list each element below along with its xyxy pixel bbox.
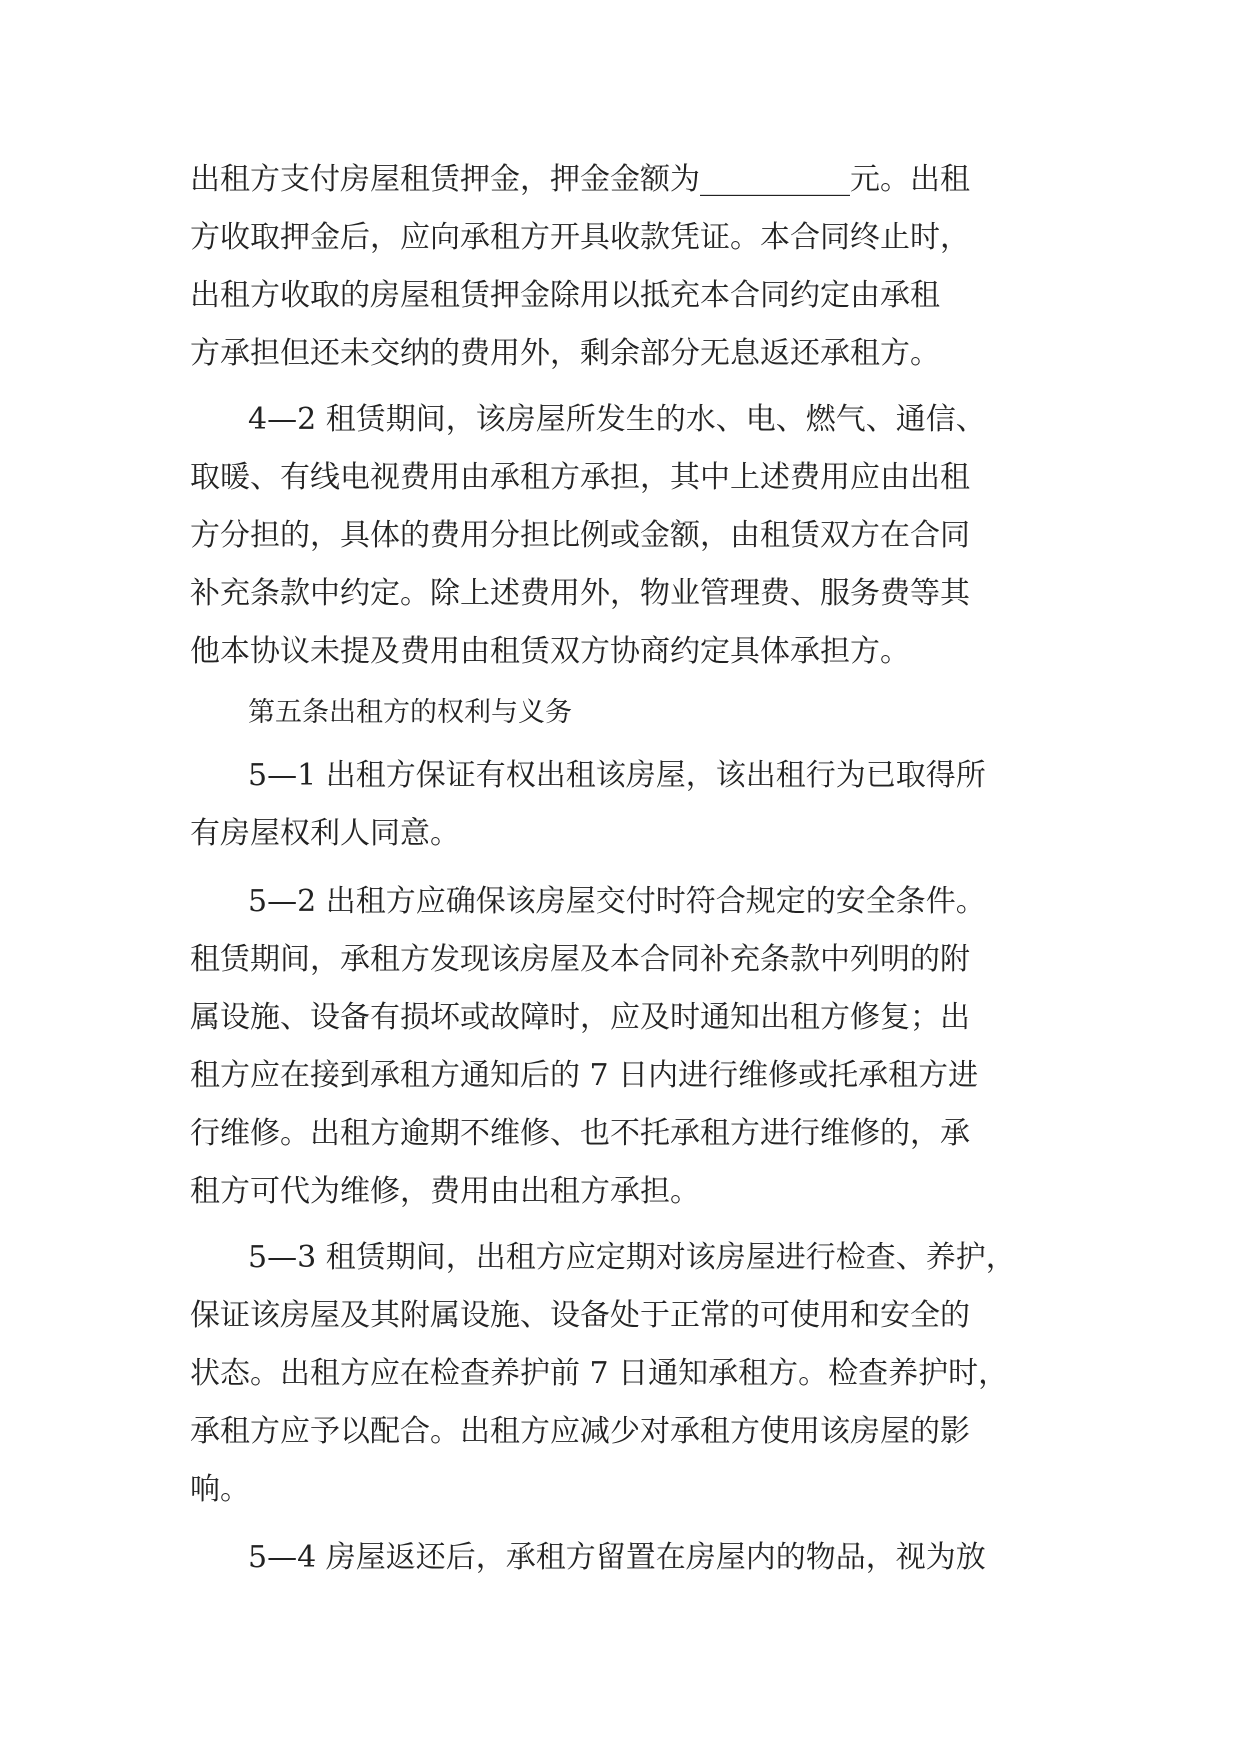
text-line: 方承担但还未交纳的费用外，剩余部分无息返还承租方。 [190,336,940,371]
text-line: 属设施、设备有损坏或故障时，应及时通知出租方修复；出 [190,1000,970,1035]
text-line: 状态。出租方应在检查养护前 7 日通知承租方。检查养护时， [190,1356,1009,1391]
text-line: 出租方收取的房屋租赁押金除用以抵充本合同约定由承租 [190,278,940,313]
text-line: 承租方应予以配合。出租方应减少对承租方使用该房屋的影 [190,1414,970,1449]
text-line: 出租方支付房屋租赁押金，押金金额为__________元。出租 [190,162,970,197]
text-line: 方分担的，具体的费用分担比例或金额，由租赁双方在合同 [190,518,970,553]
text-line: 他本协议未提及费用由租赁双方协商约定具体承担方。 [190,634,910,669]
paragraph-first-line: 5—3 租赁期间，出租方应定期对该房屋进行检查、养护， [248,1240,1016,1275]
paragraph-first-line: 5—2 出租方应确保该房屋交付时符合规定的安全条件。 [248,884,986,919]
text-line: 保证该房屋及其附属设施、设备处于正常的可使用和安全的 [190,1298,970,1333]
text-line: 响。 [190,1472,250,1507]
text-line: 有房屋权利人同意。 [190,816,460,851]
text-line: 租方应在接到承租方通知后的 7 日内进行维修或托承租方进 [190,1058,979,1093]
text-line: 租赁期间，承租方发现该房屋及本合同补充条款中列明的附 [190,942,970,977]
text-line: 行维修。出租方逾期不维修、也不托承租方进行维修的，承 [190,1116,970,1151]
text-line: 方收取押金后，应向承租方开具收款凭证。本合同终止时， [190,220,970,255]
paragraph-first-line: 4—2 租赁期间，该房屋所发生的水、电、燃气、通信、 [248,402,986,437]
section-heading: 第五条出租方的权利与义务 [248,697,572,728]
paragraph-first-line: 5—1 出租方保证有权出租该房屋，该出租行为已取得所 [248,758,986,793]
text-line: 租方可代为维修，费用由出租方承担。 [190,1174,700,1209]
text-line: 补充条款中约定。除上述费用外，物业管理费、服务费等其 [190,576,970,611]
paragraph-first-line: 5—4 房屋返还后，承租方留置在房屋内的物品，视为放 [248,1540,986,1575]
text-line: 取暖、有线电视费用由承租方承担，其中上述费用应由出租 [190,460,970,495]
